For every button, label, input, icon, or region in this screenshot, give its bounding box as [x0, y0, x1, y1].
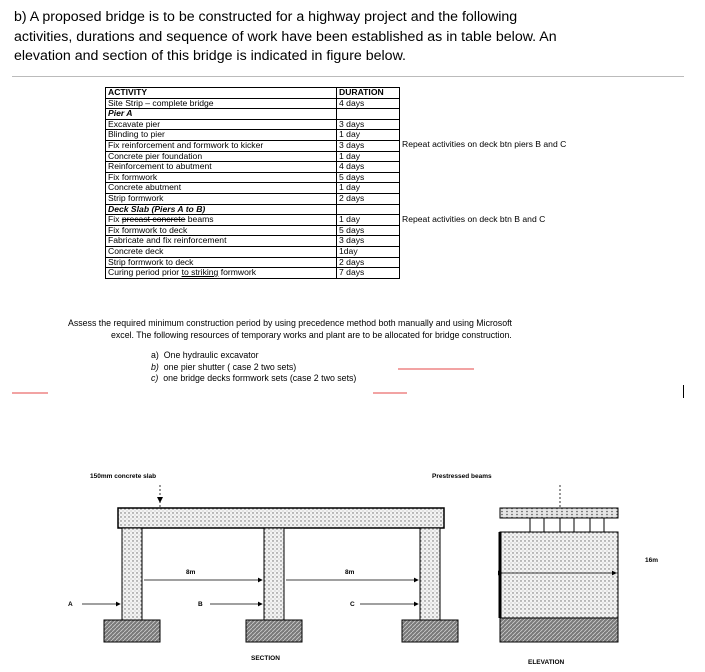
activity-cell: Fix formwork	[106, 172, 337, 183]
duration-cell: 1 day	[337, 151, 400, 162]
pier-b	[264, 528, 284, 620]
assess-line-1: Assess the required minimum construction period by using precedence method both manually and using Microsoft	[68, 318, 512, 328]
footing-c	[402, 620, 458, 642]
duration-cell: 7 days	[337, 268, 400, 279]
duration-cell: 1 day	[337, 130, 400, 141]
duration-cell: 5 days	[337, 172, 400, 183]
section-view	[82, 485, 458, 642]
list-text: one pier shutter ( case 2 two sets)	[163, 361, 297, 372]
elevation-label: ELEVATION	[528, 659, 565, 666]
pier-a-label: A	[68, 601, 73, 608]
pier-c-label: C	[350, 601, 355, 608]
activity-cell: Concrete abutment	[106, 183, 337, 194]
activity-cell: Fix precast concrete beams	[106, 215, 337, 226]
activity-cell: Strip formwork	[106, 193, 337, 204]
list-marker: c)	[151, 373, 159, 383]
duration-cell: 3 days	[337, 140, 400, 151]
activity-cell: Concrete deck	[106, 246, 337, 257]
activity-cell: Excavate pier	[106, 119, 337, 130]
intro-line-1: b) A proposed bridge is to be constructed for a highway project and the following	[14, 9, 518, 25]
duration-cell: 2 days	[337, 193, 400, 204]
beams-label: Prestressed beams	[432, 473, 492, 480]
list-marker: a)	[151, 350, 159, 360]
activity-cell: Site Strip – complete bridge	[106, 98, 337, 109]
duration-cell: 2 days	[337, 257, 400, 268]
section-heading-cell: Pier A	[106, 109, 337, 120]
list-marker: b)	[151, 361, 159, 372]
list-text: one bridge decks formwork sets (case 2 two sets)	[163, 373, 357, 383]
activity-cell: Reinforcement to abutment	[106, 162, 337, 173]
span2-label: 8m	[345, 569, 355, 576]
elevation-view	[500, 485, 618, 642]
assess-line-2: excel. The following resources of temporary works and plant are to be allocated for bridge construction.	[111, 330, 512, 340]
footing-a	[104, 620, 160, 642]
elevation-footing	[500, 618, 618, 642]
duration-cell: 4 days	[337, 98, 400, 109]
intro-line-3: elevation and section of this bridge is indicated in figure below.	[14, 48, 406, 64]
prestressed-beam	[590, 518, 604, 532]
header-duration: DURATION	[337, 88, 400, 99]
note-cell: Repeat activities on deck btn piers B and C	[402, 139, 567, 150]
pier-b-label: B	[198, 601, 203, 608]
activity-cell: Concrete pier foundation	[106, 151, 337, 162]
activity-cell: Curing period prior to striking formwork	[106, 268, 337, 279]
activity-cell: Blinding to pier	[106, 130, 337, 141]
note-cell: Repeat activities on deck btn B and C	[402, 213, 546, 224]
activity-cell: Fabricate and fix reinforcement	[106, 236, 337, 247]
activity-cell: Fix formwork to deck	[106, 225, 337, 236]
duration-cell: 1 day	[337, 215, 400, 226]
duration-cell: 3 days	[337, 119, 400, 130]
deck-slab	[118, 508, 444, 528]
section-heading-cell: Deck Slab (Piers A to B)	[106, 204, 337, 215]
duration-cell: 3 days	[337, 236, 400, 247]
duration-cell: 1 day	[337, 183, 400, 194]
span1-label: 8m	[186, 569, 196, 576]
duration-cell: 4 days	[337, 162, 400, 173]
prestressed-beam	[560, 518, 574, 532]
list-text: One hydraulic excavator	[163, 350, 259, 360]
pier-a	[122, 528, 142, 620]
elevation-deck	[500, 508, 618, 518]
intro-line-2: activities, durations and sequence of work have been established as in table below. An	[14, 28, 557, 45]
elevation-pier	[500, 532, 618, 618]
slab-label: 150mm concrete slab	[90, 473, 157, 480]
section-label: SECTION	[251, 655, 280, 662]
height-label: 16m	[645, 557, 659, 564]
duration-cell: 5 days	[337, 225, 400, 236]
header-activity: ACTIVITY	[106, 88, 337, 99]
duration-cell: 1day	[337, 246, 400, 257]
activity-cell: Strip formwork to deck	[106, 257, 337, 268]
footing-b	[246, 620, 302, 642]
prestressed-beam	[530, 518, 544, 532]
activity-cell: Fix reinforcement and formwork to kicker	[106, 140, 337, 151]
slab-leader-arrow	[157, 497, 163, 503]
pier-c	[420, 528, 440, 620]
